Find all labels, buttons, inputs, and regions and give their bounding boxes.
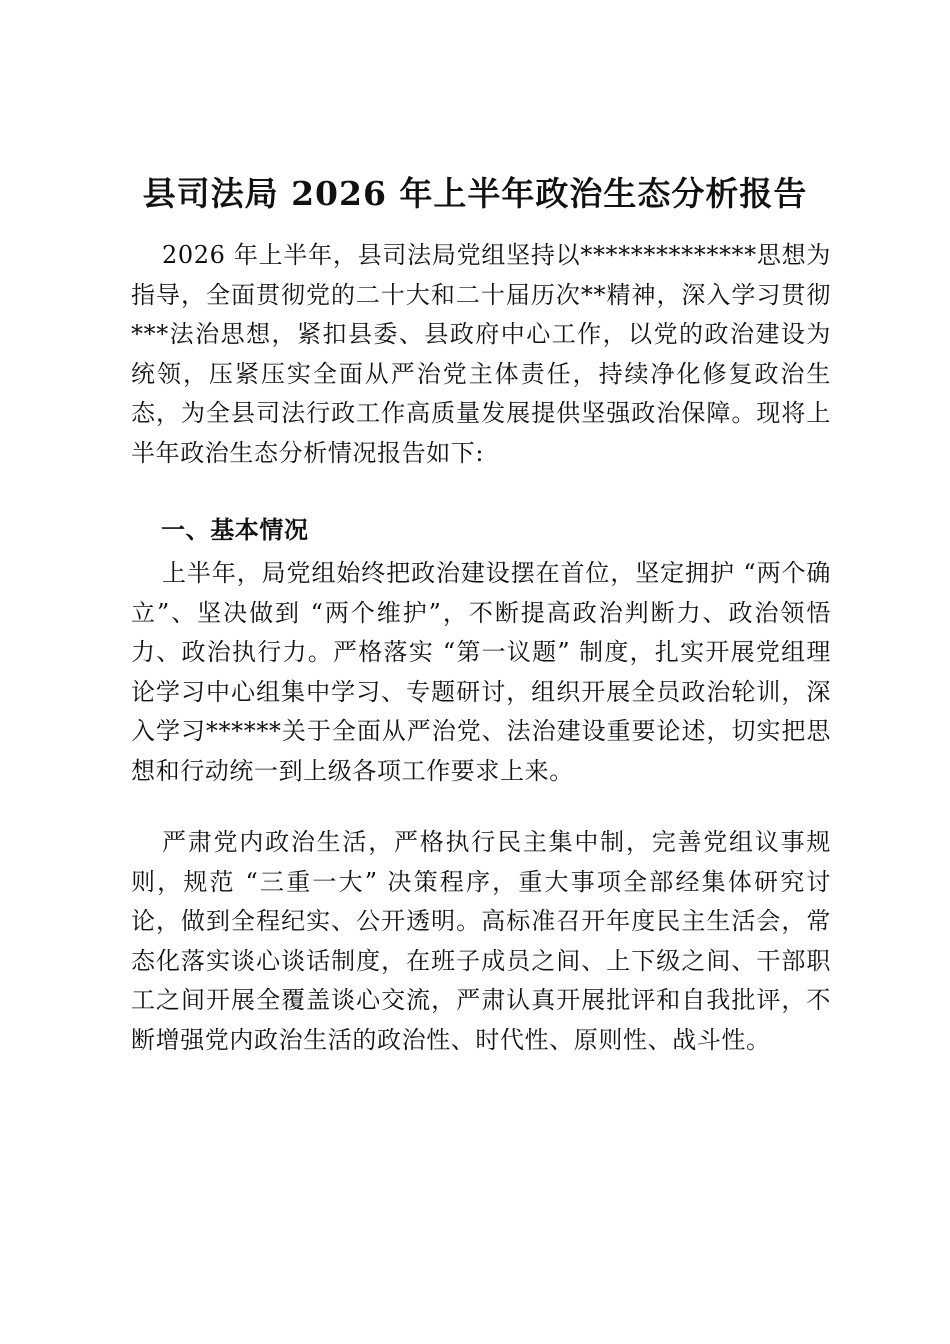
intro-paragraph: 2026 年上半年，县司法局党组坚持以**************思想为指导，全面贯彻党的二十大和二十届历次**精神，深入学习贯彻***法治思想，紧扣县委、县政府中心工作，以党的政治建设为统领，压紧压实全面从严治党主体责任，持续净化修复政治生态，为全县司法行政工作高质量发展提供坚强政治保障。现将上半年政治生态分析情况报告如下: [131,241,831,467]
document-title: 县司法局 2026 年上半年政治生态分析报告 [142,174,808,213]
section-heading: 一、基本情况 [161,515,309,544]
body-paragraph-2: 严肃党内政治生活，严格执行民主集中制，完善党组议事规则，规范 “三重一大” 决策程序，重大事项全部经集体研究讨论，做到全程纪实、公开透明。高标准召开年度民主生活会，常态化落实谈心谈话制度，在班子成员之间、上下级之间、干部职工之间开展全覆盖谈心交流，严肃认真开展批评和自我批评，不断增强党内政治生活的政治性、时代性、原则性、战斗性。 [131,828,831,1054]
body-paragraph-1: 上半年，局党组始终把政治建设摆在首位，坚定拥护 “两个确立”、坚决做到 “两个维护”，不断提高政治判断力、政治领悟力、政治执行力。严格落实 “第一议题” 制度，扎实开展党组理论学习中心组集中学习、专题研讨，组织开展全员政治轮训，深入学习******关于全面从严治党、法治建设重要论述，切实把思想和行动统一到上级各项工作要求上来。 [131,559,831,785]
